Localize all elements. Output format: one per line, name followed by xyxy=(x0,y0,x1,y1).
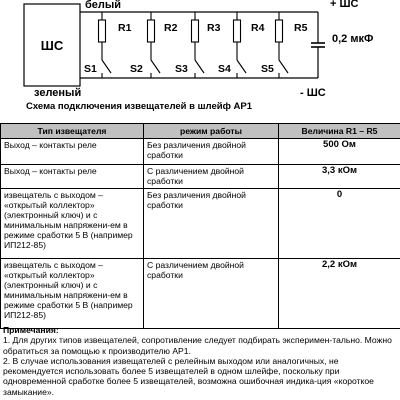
switch-s4-label: S4 xyxy=(218,63,231,75)
wiring-diagram xyxy=(0,0,400,100)
branch-5 xyxy=(261,12,308,78)
cell-type: Выход – контакты реле xyxy=(1,165,144,189)
resistor-r1 xyxy=(99,20,106,42)
wire-top-label: белый xyxy=(85,0,122,11)
cell-value: 3,3 кОм xyxy=(279,165,400,189)
plus-shs-label: + ШС xyxy=(330,0,359,10)
table-row xyxy=(1,259,400,329)
branch-3 xyxy=(175,12,221,78)
resistor-r3 xyxy=(192,20,199,42)
cell-mode: Без различения двойной сработки xyxy=(144,189,279,259)
switch-s1-label: S1 xyxy=(84,63,97,75)
cell-type: Выход – контакты реле xyxy=(1,139,144,165)
resistor-table xyxy=(0,123,400,329)
branch-4 xyxy=(218,12,265,78)
header-resistor-value: Величина R1 – R5 xyxy=(279,124,400,139)
notes-section xyxy=(3,325,397,397)
switch-s3-label: S3 xyxy=(175,63,188,75)
branch-1 xyxy=(84,12,132,78)
resistor-r3-label: R3 xyxy=(207,22,221,34)
minus-shs-label: - ШС xyxy=(300,87,326,99)
header-operating-mode: режим работы xyxy=(144,124,279,139)
resistor-r1-label: R1 xyxy=(118,22,132,34)
cell-value: 500 Ом xyxy=(279,139,400,165)
switch-s3 xyxy=(195,60,204,73)
cell-mode: С различением двойной сработки xyxy=(144,165,279,189)
resistor-r2 xyxy=(148,20,155,42)
resistor-r4-label: R4 xyxy=(251,22,265,34)
switch-s5-label: S5 xyxy=(261,63,274,75)
cell-type: извещатель с выходом – «открытый коллектор» (электронный ключ) и с минимальным напряжени-ем в режиме сработки 5 В (например ИП212-85) xyxy=(1,189,144,259)
cell-type: извещатель с выходом – «открытый коллектор» (электронный ключ) и с минимальным напряжени-ем в режиме сработки 5 В (например ИП212-85) xyxy=(1,259,144,329)
branch-2 xyxy=(130,12,178,78)
cell-mode: Без различения двойной сработки xyxy=(144,139,279,165)
switch-s5 xyxy=(279,60,288,73)
resistor-r4 xyxy=(234,20,241,42)
table-header-row xyxy=(1,124,400,139)
switch-s2 xyxy=(151,60,160,73)
resistor-r5-label: R5 xyxy=(294,22,308,34)
capacitor-label: 0,2 мкФ xyxy=(332,33,374,45)
table-row xyxy=(1,189,400,259)
resistor-table-wrap xyxy=(0,123,400,329)
switch-s4 xyxy=(237,60,246,73)
note-item: 1. Для других типов извещателей, сопротивление следует подбирать эксперимен-тально. Можно обратиться за помощью к производителю АР1. xyxy=(3,335,392,356)
note-item: 2. В случае использования извещателей с релейным выходом или аналогичных, не рекомендуется использовать более 5 извещателей в одном шлейфе, поскольку при одновременной сработке более 5 извещателей, возможна ошибочная индика-ция «короткое замыкание». xyxy=(3,355,374,397)
cell-value: 0 xyxy=(279,189,400,259)
resistor-r5 xyxy=(276,20,283,42)
cell-mode: С различением двойной сработки xyxy=(144,259,279,329)
table-row xyxy=(1,165,400,189)
table-row xyxy=(1,139,400,165)
header-detector-type: Тип извещателя xyxy=(1,124,144,139)
cell-value: 2,2 кОм xyxy=(279,259,400,329)
wire-bottom-label: зеленый xyxy=(34,87,82,99)
switch-s2-label: S2 xyxy=(130,63,143,75)
switch-s1 xyxy=(102,60,111,73)
notes-title: Примечания: xyxy=(3,325,59,335)
resistor-r2-label: R2 xyxy=(164,22,178,34)
shs-box-label: ШС xyxy=(40,38,64,53)
diagram-caption: Схема подключения извещателей в шлейф АР1 xyxy=(26,101,253,112)
